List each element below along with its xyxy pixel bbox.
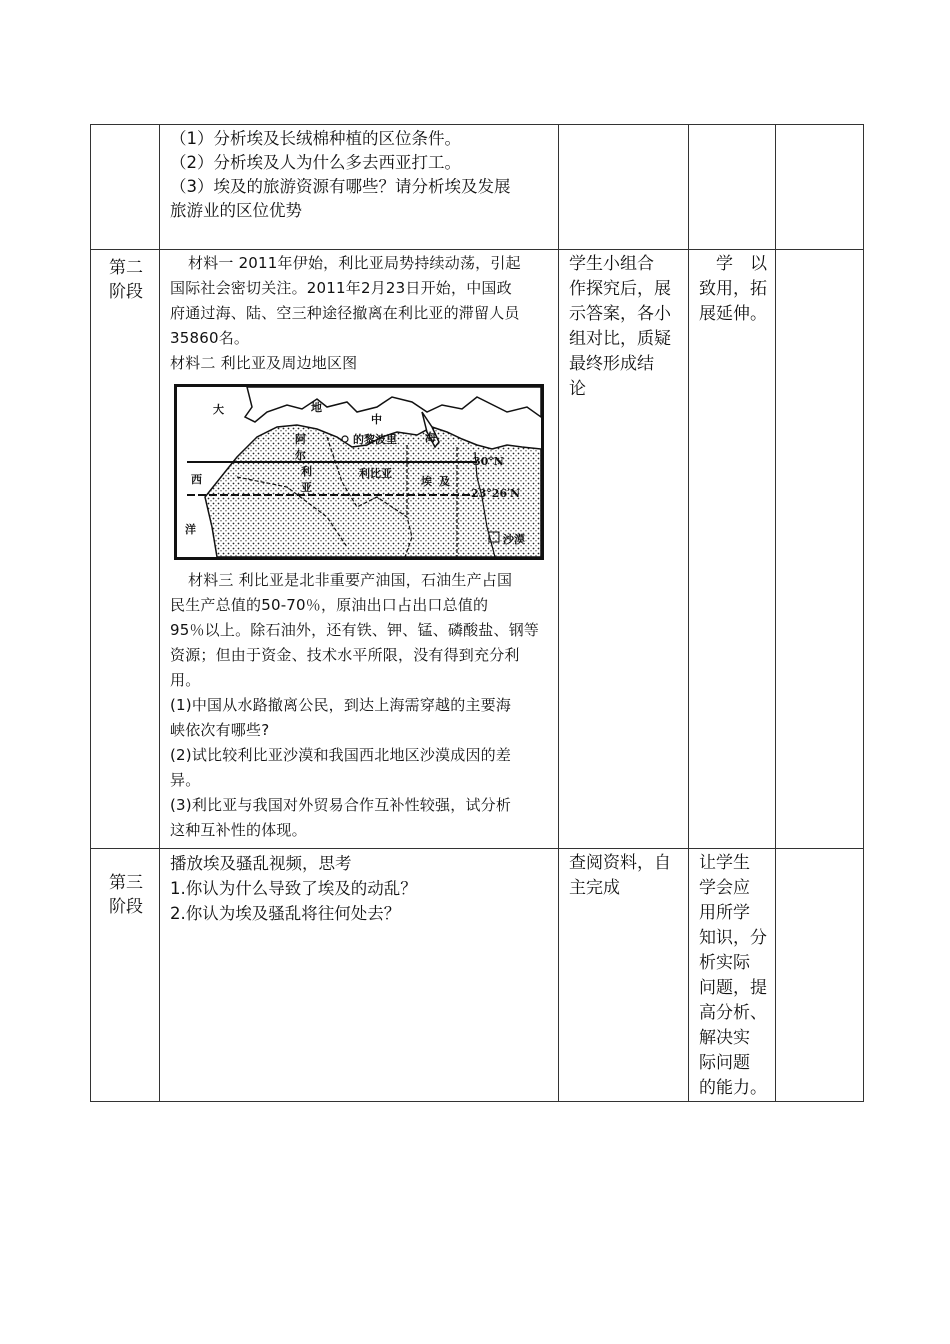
material1-line: 国际社会密切关注。2011年2月23日开始，中国政 xyxy=(170,279,512,297)
stage1-purpose-cell xyxy=(689,125,776,250)
material1-line: 府通过海、陆、空三种途径撤离在利比亚的滞留人员 xyxy=(170,304,520,322)
stage2-label-cell xyxy=(91,250,160,849)
stage3-student-cell xyxy=(559,849,689,1102)
stage2-label: 第二 xyxy=(109,258,143,278)
stage1-line: （1）分析埃及长绒棉种植的区位条件。 xyxy=(170,129,461,148)
purpose-line: 用所学 xyxy=(699,903,750,923)
student-activity-line: 作探究后，展 xyxy=(569,279,671,299)
question-line: 这种互补性的体现。 xyxy=(170,821,307,839)
legend-swatch xyxy=(489,532,499,542)
student-activity-line: 示答案，各小 xyxy=(569,304,671,324)
map-label: 尔 xyxy=(295,449,306,462)
stage2-purpose-cell xyxy=(689,250,776,849)
question-line: 峡依次有哪些? xyxy=(170,721,270,739)
stage1-row xyxy=(91,125,864,250)
material1-line: 材料一 2011年伊始，利比亚局势持续动荡，引起 xyxy=(188,254,521,272)
map-label: 阿 xyxy=(295,433,306,446)
map-legend-label: 沙漠 xyxy=(503,533,525,546)
material3-line: 用。 xyxy=(170,671,201,689)
student-activity-line: 论 xyxy=(569,379,586,399)
purpose-line: 际问题 xyxy=(699,1053,750,1073)
stage3-line: 1.你认为什么导致了埃及的动乱？ xyxy=(170,879,417,898)
material1-line: 35860名。 xyxy=(170,329,250,347)
stage1-line: （2）分析埃及人为什么多去西亚打工。 xyxy=(170,153,461,172)
map-label: 中 xyxy=(371,413,382,426)
map-label: 30°N xyxy=(473,455,504,468)
student-activity-line: 学生小组合 xyxy=(569,254,654,274)
map-label: 海 xyxy=(425,431,436,444)
stage3-label-cell xyxy=(91,849,160,1102)
map-label: 利比亚 xyxy=(359,467,392,480)
stage1-extra-cell xyxy=(776,125,864,250)
material3-line: 资源；但由于资金、技术水平所限，没有得到充分利 xyxy=(170,646,520,664)
material3-line: 民生产总值的50-70％，原油出口占出口总值的 xyxy=(170,596,489,614)
map-label: 23°26′N xyxy=(471,487,521,500)
map-label: 及 xyxy=(439,475,450,488)
map-label: 西 xyxy=(191,473,202,486)
purpose-line: 致用，拓 xyxy=(699,279,767,299)
student-activity-line: 组对比，质疑 xyxy=(569,329,671,349)
purpose-line: 解决实 xyxy=(699,1028,750,1048)
stage3-content-cell xyxy=(160,849,559,1102)
map-label: 地 xyxy=(311,401,322,414)
stage3-label: 阶段 xyxy=(109,897,143,917)
purpose-line: 让学生 xyxy=(699,853,750,873)
material3-line: 95％以上。除石油外，还有铁、钾、锰、磷酸盐、钢等 xyxy=(170,621,540,639)
tripoli-marker xyxy=(342,436,348,442)
question-line: 异。 xyxy=(170,771,201,789)
map-label: 的黎波里 xyxy=(353,433,397,446)
stage3-label: 第三 xyxy=(109,873,143,893)
purpose-line: 高分析、 xyxy=(699,1003,767,1023)
student-activity-line: 主完成 xyxy=(569,878,620,898)
purpose-line: 的能力。 xyxy=(699,1078,767,1098)
stage3-extra-cell xyxy=(776,849,864,1102)
purpose-line: 析实际 xyxy=(699,953,750,973)
stage3-line: 2.你认为埃及骚乱将往何处去？ xyxy=(170,904,401,923)
stage2-content-cell xyxy=(160,250,559,849)
question-line: (3)利比亚与我国对外贸易合作互补性较强，试分析 xyxy=(170,796,512,814)
stage3-purpose-cell xyxy=(689,849,776,1102)
purpose-line: 展延伸。 xyxy=(699,304,767,324)
purpose-line: 学 以 xyxy=(699,254,767,274)
stage2-extra-cell xyxy=(776,250,864,849)
libya-region-map xyxy=(174,384,544,560)
stage2-row xyxy=(91,250,864,849)
purpose-line: 知识，分 xyxy=(699,928,767,948)
map-label: 大 xyxy=(213,403,224,416)
map-label: 利 xyxy=(301,465,312,478)
stage1-student-cell xyxy=(559,125,689,250)
purpose-line: 学会应 xyxy=(699,878,750,898)
question-line: (2)试比较利比亚沙漠和我国西北地区沙漠成因的差 xyxy=(170,746,512,764)
map-label: 亚 xyxy=(301,481,312,494)
stage2-label: 阶段 xyxy=(109,282,143,302)
purpose-line: 问题，提 xyxy=(699,978,767,998)
map-label: 埃 xyxy=(421,475,432,488)
lesson-plan-table xyxy=(90,124,864,1102)
material2-title: 材料二 利比亚及周边地区图 xyxy=(170,354,358,372)
student-activity-line: 最终形成结 xyxy=(569,354,654,374)
stage1-label-cell xyxy=(91,125,160,250)
stage1-content-cell xyxy=(160,125,559,250)
stage2-student-cell xyxy=(559,250,689,849)
europe-coast xyxy=(245,387,541,422)
student-activity-line: 查阅资料，自 xyxy=(569,853,671,873)
stage1-line: 旅游业的区位优势 xyxy=(170,201,302,220)
stage3-row xyxy=(91,849,864,1102)
stage3-line: 播放埃及骚乱视频，思考 xyxy=(170,854,352,873)
material3-line: 材料三 利比亚是北非重要产油国，石油生产占国 xyxy=(188,571,513,589)
question-line: (1)中国从水路撤离公民，到达上海需穿越的主要海 xyxy=(170,696,512,714)
map-label: 洋 xyxy=(185,523,196,536)
stage1-line: （3）埃及的旅游资源有哪些？请分析埃及发展 xyxy=(170,177,511,196)
